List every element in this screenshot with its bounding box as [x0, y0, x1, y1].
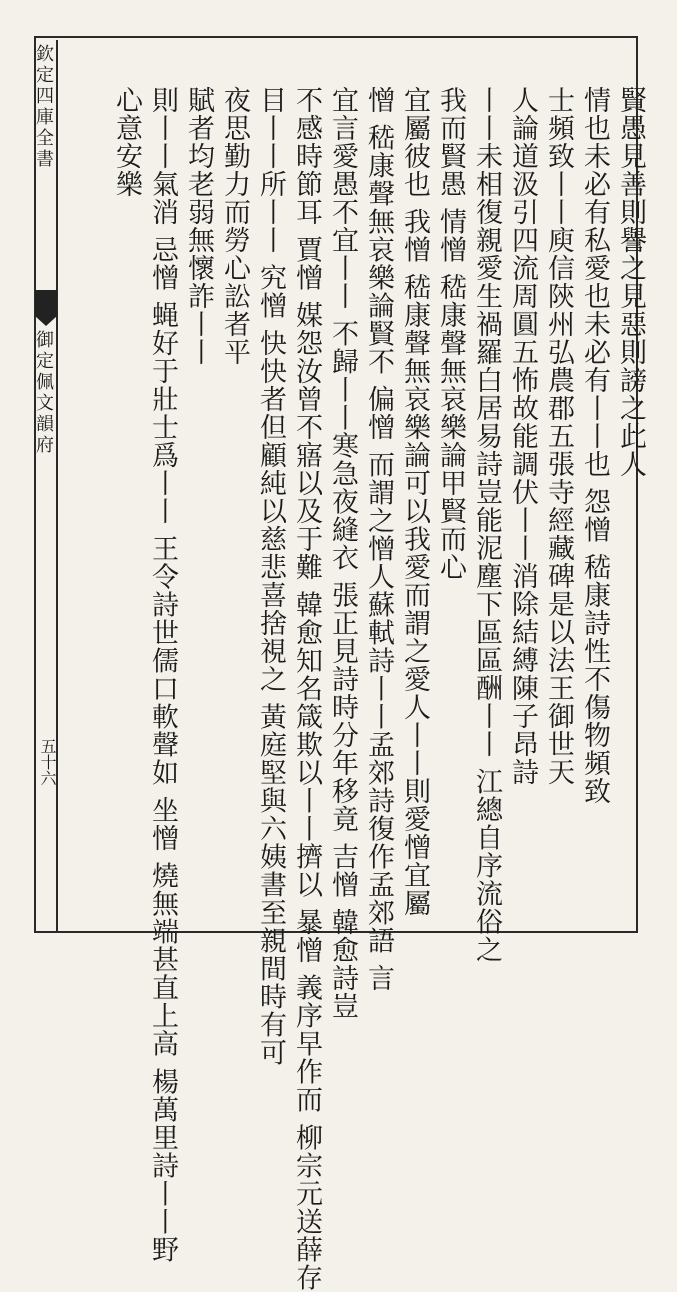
text-column: 人論道汲引四流周圓五怖故能調伏丨丨消除結縛陳子昂詩 [507, 86, 538, 786]
text-column: 憎 嵇康聲無哀樂論賢不 偏憎 而謂之憎人蘇軾詩丨丨孟郊詩復作孟郊語 言 [363, 86, 394, 993]
text-column: 夜思勤力而勞心訟者平 [219, 86, 250, 366]
text-column: 目丨丨所丨丨 究憎 快快者但顧純以慈悲喜捨視之 黃庭堅與六姨書至親間時有可 [255, 86, 286, 1067]
text-column: 情也未必有私愛也未必有丨丨也 怨憎 嵇康詩性不傷物頻致 [579, 86, 610, 806]
text-column: 賦者均老弱無懷詐丨丨 [183, 86, 214, 366]
text-column: 宜言愛愚不宜丨丨 不歸丨丨寒急夜縫衣 張正見詩時分年移竟 吉憎 韓愈詩豈 [327, 86, 358, 1021]
fish-tail-mark [35, 290, 57, 316]
text-column: 宜屬彼也 我憎 嵇康聲無哀樂論可以我愛而謂之愛人丨丨則愛憎宜屬 [399, 86, 430, 918]
text-column: 則丨丨氣消 忌憎 蝇好于壯士爲丨丨 王令詩世儒口軟聲如 坐憎 燒無端甚直上高 楊萬里詩丨丨野 [147, 86, 178, 1264]
margin-book-title: 御定佩文韻府 [33, 330, 54, 456]
text-column: 心意安樂 [111, 86, 142, 198]
margin-header: 欽定四庫全書 [33, 44, 54, 170]
page-number: 五十六 [38, 738, 57, 786]
text-column: 賢愚見善則譽之見惡則謗之此人 [615, 86, 646, 478]
text-block [56, 40, 646, 1292]
text-column: 不感時節耳 賈憎 媒怨汝曾不寤以及于難 韓愈知名箴欺以丨丨擠以 暴憎 義序早作而 柳宗元送薛存 [291, 86, 322, 1292]
text-column: 士頻致丨丨庾信陝州弘農郡五張寺經藏碑是以法王御世天 [543, 86, 574, 786]
text-column: 丨丨未相復親愛生禍羅白居易詩豈能泥塵下區區酬丨丨 江總自序流俗之 [471, 86, 502, 964]
text-column: 我而賢愚 情憎 嵇康聲無哀樂論甲賢而心 [435, 86, 466, 582]
